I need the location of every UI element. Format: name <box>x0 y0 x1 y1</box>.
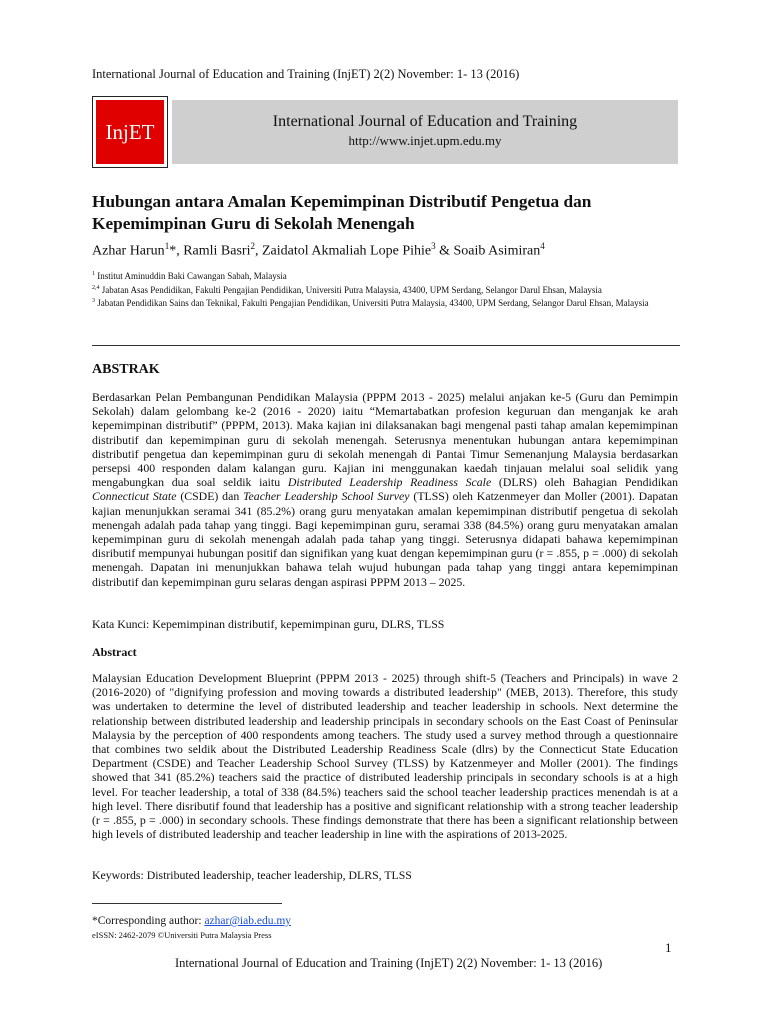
author-4-sup: 4 <box>540 241 545 251</box>
affiliation-2 <box>92 283 682 297</box>
paper-title <box>92 191 682 235</box>
journal-banner <box>92 96 678 168</box>
abstrak-italic-csde: Connecticut State <box>92 489 177 504</box>
issn-line: eISSN: 2462-2079 ©Universiti Putra Malaysia Press <box>92 930 272 940</box>
affiliation-1 <box>92 269 682 283</box>
author-email-link[interactable]: azhar@iab.edu.my <box>204 915 292 927</box>
affiliation-2-text: Jabatan Asas Pendidikan, Fakulti Pengajian Pendidikan, Universiti Putra Malaysia, 43400, UPM Serdang, Selangor Darul Ehsan, Malaysia <box>99 284 602 295</box>
abstrak-text-1: Berdasarkan Pelan Pembangunan Pendidikan Malaysia (PPPM 2013 - 2025) melalui anjakan ke-5 (Guru dan Pemimpin Sekolah) dalam gelombang ke-2 (2016 - 2020) iaitu “Memartabatkan profesion keguruan dan menganjak ke arah kepemimpinan distributif” (PPPM, 2013). Maka kajian ini dilaksanakan bagi mengenal pasti tahap amalan kepemimpinan distributif dan kepemimpinan guru di sekolah menengah. Seterusnya menentukan hubungan antara kepemimpinan distributif pengetua dan kepemimpinan guru di sekolah menengah di Pantai Timur Semenanjung Malaysia berdasarkan persepsi 400 responden dalam kalangan guru. Kajian ini menggunakan kaedah tinjauan melalui soal selidik yang mengabungkan dua soal seldik iaitu <box>92 390 678 490</box>
affiliation-3-sup: 3 <box>92 298 95 304</box>
divider-top <box>92 345 680 346</box>
kata-kunci: Kata Kunci: Kepemimpinan distributif, kepemimpinan guru, DLRS, TLSS <box>92 617 445 631</box>
journal-logo-text: InjET <box>96 100 164 164</box>
running-header: International Journal of Education and Training (InjET) 2(2) November: 1- 13 (2016) <box>92 67 520 81</box>
affiliation-1-sup: 1 <box>92 271 95 277</box>
author-2-sup: 2 <box>250 241 255 251</box>
page-number: 1 <box>665 940 672 955</box>
journal-logo <box>92 96 168 168</box>
journal-url[interactable]: http://www.injet.upm.edu.my <box>348 133 502 148</box>
affiliation-1-text: Institut Aminuddin Baki Cawangan Sabah, Malaysia <box>95 271 287 281</box>
author-1-sup: 1 <box>164 241 170 251</box>
author-3: Zaidatol Akmaliah Lope Pihie <box>261 243 432 259</box>
author-separator: , <box>254 243 262 259</box>
abstrak-text-2: (DLRS) oleh Bahagian Pendidikan <box>491 475 678 490</box>
abstrak-text-3: (CSDE) dan <box>176 489 244 504</box>
paper-title-line-1: Hubungan antara Amalan Kepemimpinan Distributif Pengetua dan <box>92 192 592 211</box>
footnote-label: *Corresponding author: <box>92 915 205 927</box>
abstrak-italic-tlss: Teacher Leadership School Survey <box>243 489 410 504</box>
corresponding-author-footnote <box>92 915 291 927</box>
journal-banner-text <box>172 100 678 164</box>
abstrak-italic-dlrs: Distributed Leadership Readiness Scale <box>287 475 492 490</box>
affiliation-2-sup: 2,4 <box>92 284 100 291</box>
keywords: Keywords: Distributed leadership, teacher leadership, DLRS, TLSS <box>92 868 412 882</box>
author-1: Azhar Harun <box>92 243 165 259</box>
affiliation-3-text: Jabatan Pendidikan Sains dan Teknikal, Fakulti Pengajian Pendidikan, Universiti Putra Malaysia, 43400, UPM Serdang, Selangor Darul Ehsan, Malaysia <box>95 298 649 308</box>
footnote-rule <box>92 903 282 904</box>
affiliation-3 <box>92 296 682 310</box>
abstrak-heading: ABSTRAK <box>92 362 160 377</box>
abstrak-text-4: (TLSS) oleh Katzenmeyer dan Moller (2001). Dapatan kajian menunjukkan seramai 341 (85.2%) orang guru menyatakan amalan kepemimpinan distributif pengetua di sekolah menengah adalah pada tahap yang tinggi. Bagi kepemimpinan guru, seramai 338 (84.5%) orang guru menyatakan amalan kepemimpinan guru di sekolah menengah adalah pada tahap yang tinggi. Seterusnya didapati bahawa kepemimpinan disributif mempunyai hubungan positif dan signifikan yang kuat dengan kepemimpinan guru (r = .855, p = .000) di sekolah menengah. Dapatan ini menunjukkan bahawa telah wujud hubungan pada tahap yang tinggi antara kepemimpinan distributif dan kepemimpinan guru selaras dengan aspirasi PPPM 2013 – 2025. <box>92 489 678 589</box>
abstrak-body <box>92 390 678 589</box>
running-footer: International Journal of Education and Training (InjET) 2(2) November: 1- 13 (2016) <box>175 956 603 970</box>
abstrak-paragraph <box>92 390 678 589</box>
corresponding-mark: *, <box>169 243 184 259</box>
abstract-body <box>92 671 678 841</box>
author-3-sup: 3 <box>431 241 436 251</box>
author-2: Ramli Basri <box>183 243 251 259</box>
author-separator: & <box>435 243 454 259</box>
affiliations <box>92 269 682 310</box>
abstract-paragraph: Malaysian Education Development Blueprint (PPPM 2013 - 2025) through shift-5 (Teachers and Principals) in wave 2 (2016-2020) of "dignifying profession and moving towards a distributed leadership" (MEB, 2013). Therefore, this study was undertaken to determine the level of distributed leadership and teacher leadership in schools. Next determine the relationship between distributed leadership and leadership principals in secondary schools on the East Coast of Peninsular Malaysia by the perception of 400 respondents among teachers. The study used a survey method through a questionnaire that combines two seldik about the Distributed Leadership Readiness Scale (dlrs) by the Connecticut State Education Department (CSDE) and Teacher Leadership School Survey (TLSS) by Katzenmeyer and Moller (2001). The findings showed that 341 (85.2%) teachers said the practice of distributed leadership principals in secondary schools is at a high level. For teacher leadership, a total of 338 (84.5%) teachers said the school teacher leadership practices menendah is at a high level. There disributif found that leadership has a positive and significant relationship with a strong teacher leadership (r = .855, p = .000) in secondary schools. These findings demonstrate that there has been a significant relationship between high levels of distributed leadership and teacher leadership in line with the aspirations of 2013-2025. <box>92 671 678 842</box>
journal-name: International Journal of Education and Training <box>272 113 578 130</box>
abstract-heading: Abstract <box>92 645 137 659</box>
paper-title-line-2: Kepemimpinan Guru di Sekolah Menengah <box>92 214 415 233</box>
author-4: Soaib Asimiran <box>453 243 541 259</box>
author-list <box>92 241 545 260</box>
